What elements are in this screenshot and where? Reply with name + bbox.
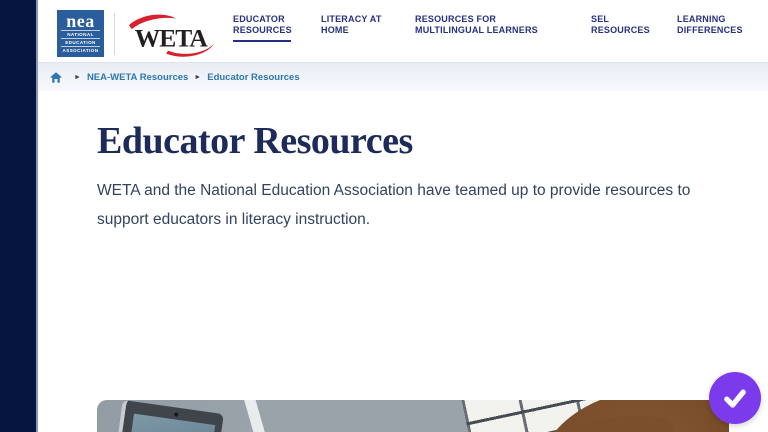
laptop-webcam xyxy=(174,412,179,417)
weta-logo[interactable] xyxy=(123,11,221,57)
logo-divider xyxy=(114,13,115,55)
main-content xyxy=(38,119,768,234)
home-icon[interactable] xyxy=(50,71,62,83)
nav-item-learning-differences[interactable]: LEARNING DIFFERENCES xyxy=(677,14,743,35)
breadcrumb-link-nea-weta-resources[interactable]: NEA-WETA Resources xyxy=(86,71,189,83)
weta-logo-graphic xyxy=(123,11,221,57)
logo-group xyxy=(57,10,221,57)
nea-logo-line-2: EDUCATION xyxy=(61,38,100,46)
hero-image xyxy=(97,400,729,432)
left-letterbox-bar xyxy=(0,0,38,432)
laptop-screen xyxy=(106,414,215,432)
intro-paragraph: WETA and the National Education Association have teamed up to provide resources to support educators in literacy instruction. xyxy=(97,182,691,228)
site-header xyxy=(38,0,768,62)
weta-wordmark: WETA xyxy=(134,23,207,53)
nav-item-literacy-at-home[interactable]: LITERACY AT HOME xyxy=(321,14,382,35)
laptop xyxy=(97,400,224,432)
nea-logo[interactable] xyxy=(57,10,104,57)
main-nav xyxy=(233,14,753,42)
check-button[interactable] xyxy=(709,372,761,424)
nea-logo-line-1: NATIONAL xyxy=(61,30,100,38)
page xyxy=(38,0,768,432)
page-title: Educator Resources xyxy=(97,120,413,162)
nav-item-multilingual-learners[interactable]: RESOURCES FOR MULTILINGUAL LEARNERS xyxy=(415,14,538,35)
nea-wordmark: nea xyxy=(66,11,95,31)
breadcrumb-link-educator-resources[interactable]: Educator Resources xyxy=(207,71,300,83)
breadcrumb-separator-icon: ► xyxy=(194,73,202,81)
nav-item-educator-resources[interactable]: EDUCATOR RESOURCES xyxy=(233,14,297,42)
breadcrumb-separator-icon: ► xyxy=(74,73,81,81)
breadcrumb xyxy=(38,62,768,91)
check-icon xyxy=(721,384,749,412)
nea-logo-line-3: ASSOCIATION xyxy=(62,48,99,53)
nav-item-sel-resources[interactable]: SEL RESOURCES xyxy=(591,14,650,35)
